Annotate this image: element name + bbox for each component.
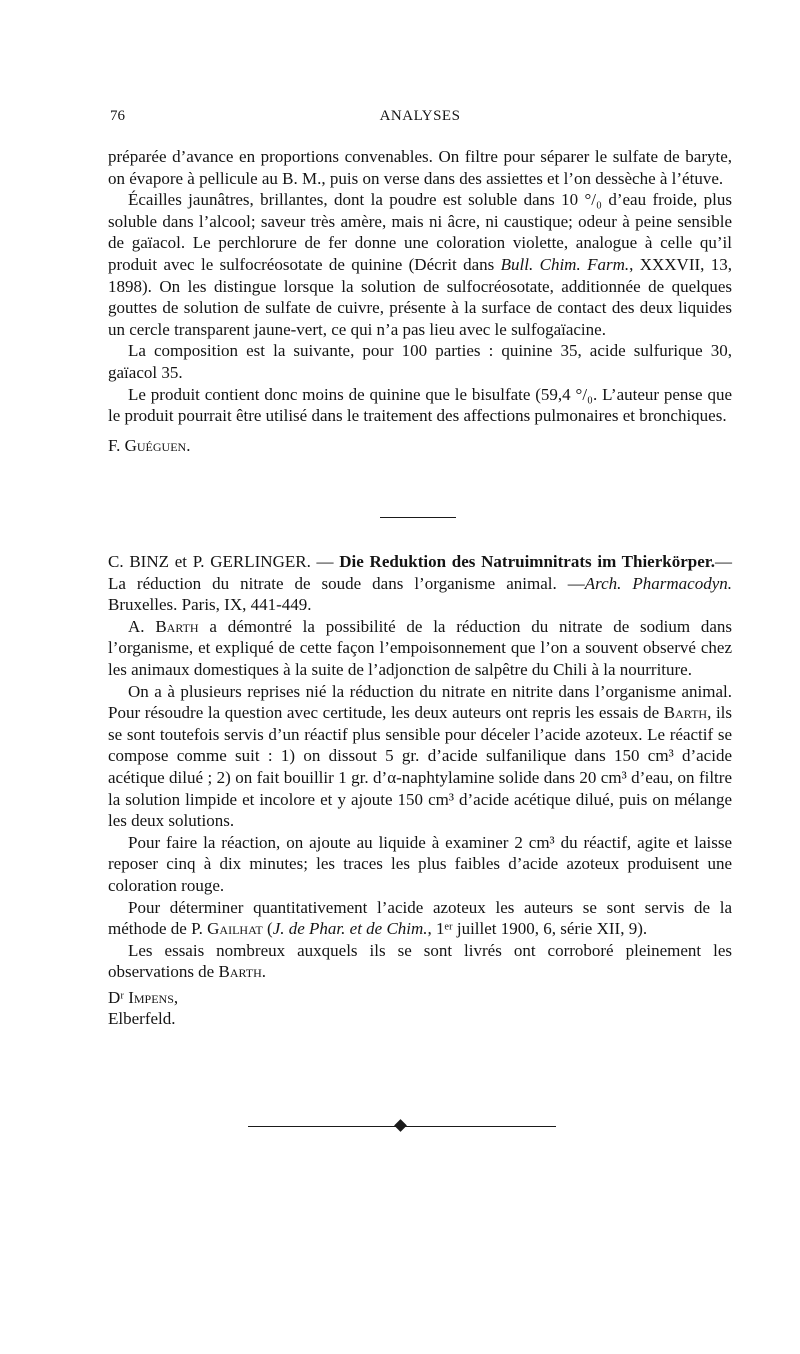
paragraph: A. Barth a démontré la possibilité de la réduction du nitrate de sodium dans l’organisme, et expliqué de cette façon l’empoisonnement que l’on a souvent observé chez les animaux domestiques à la suite de l’adjonction de salpêtre du Chili à la nourriture. bbox=[108, 616, 733, 679]
paragraph: Écailles jaunâtres, brillantes, dont la poudre est soluble dans 10 °/₀ d’eau froide, plus soluble dans l’alcool; saveur très amère, mais ni âcre, ni caustique; odeur à peine sensible de gaïacol. Le perchlorure de fer donne une coloration violette, analogue à celle qu’il produit avec le sulfocréosotate de quinine (Décrit dans Bull. Chim. Farm., XXXVII, 13, 1898). On les distingue lorsque la solution de sulfocréosotate, additionnée de quelques gouttes de solution de sulfate de cuivre, présente à la surface de contact des deux liquides un cercle transparent jaune-vert, ce qui n’a pas lieu avec le sulfogaïacine. bbox=[108, 190, 732, 339]
author-signature: F. Guéguen. bbox=[108, 435, 191, 455]
authors: C. BINZ et P. GERLINGER. — bbox=[108, 552, 334, 571]
article-binz-gerlinger bbox=[108, 551, 732, 1030]
journal-reference: Arch. Pharmacodyn. bbox=[584, 573, 732, 593]
article-sulfocreosotate bbox=[108, 146, 732, 456]
running-title: ANALYSES bbox=[379, 108, 461, 124]
paragraph: Les essais nombreux auxquels ils se sont livrés ont corroboré pleinement les observations de Barth. bbox=[108, 940, 732, 982]
article-heading: C. BINZ et P. GERLINGER. — Die Reduktion des Natruimnitrats im Thierkörper.— La réduction du nitrate de soude dans l’organisme animal. —Arch. Pharmacodyn. Bruxelles. Paris, IX, 441-449. bbox=[108, 552, 732, 615]
page-header bbox=[108, 108, 732, 130]
page-number: 76 bbox=[110, 108, 125, 124]
journal-reference: J. de Phar. et de Chim. bbox=[272, 919, 428, 939]
diamond-icon bbox=[394, 1119, 407, 1132]
journal-reference: Bull. Chim. Farm. bbox=[500, 254, 630, 274]
paragraph: On a à plusieurs reprises nié la réduction du nitrate en nitrite dans l’organisme animal. Pour résoudre la question avec certitude, les deux auteurs ont repris les essais de Barth, ils se sont toutefois servis d’un réactif plus sensible pour déceler l’acide azoteux. Le réactif se compose comme suit : 1) on dissout 5 gr. d’acide sulfanilique dans 150 cm³ d’acide acétique dilué ; 2) on fait bouillir 1 gr. d’α-naphtylamine solide dans 20 cm³ d’eau, on filtre la solution limpide et incolore et y ajoute 150 cm³ d’acide acétique dilué, puis on mélange les deux solutions. bbox=[108, 681, 733, 831]
paragraph: préparée d’avance en proportions convenables. On filtre pour séparer le sulfate de baryte, on évapore à pellicule au B. M., puis on verse dans des assiettes et l’on dessèche à l’étuve. bbox=[108, 147, 732, 188]
end-ornament bbox=[248, 1119, 556, 1133]
paragraph: Pour faire la réaction, on ajoute au liquide à examiner 2 cm³ du réactif, agite et laisse reposer cinq à dix minutes; les traces les plus faibles d’acide azoteux produisent une coloration rouge. bbox=[108, 832, 732, 895]
paragraph: La composition est la suivante, pour 100 parties : quinine 35, acide sulfurique 30, gaïacol 35. bbox=[108, 341, 732, 382]
paragraph: Le produit contient donc moins de quinine que le bisulfate (59,4 °/₀. L’auteur pense que le produit pourrait être utilisé dans le traitement des affections pulmonaires et bronchiques. bbox=[108, 384, 732, 426]
article-title: Die Reduktion des Natruimnitrats im Thierkörper. bbox=[339, 552, 715, 571]
paragraph: Pour déterminer quantitativement l’acide azoteux les auteurs se sont servis de la méthode de P. Gailhat (J. de Phar. et de Chim., 1ᵉʳ juillet 1900, 6, série XII, 9). bbox=[108, 897, 732, 939]
author-location: Elberfeld. bbox=[108, 1009, 176, 1029]
section-divider bbox=[380, 517, 456, 518]
author-signature: Dʳ Impens, bbox=[108, 987, 179, 1007]
